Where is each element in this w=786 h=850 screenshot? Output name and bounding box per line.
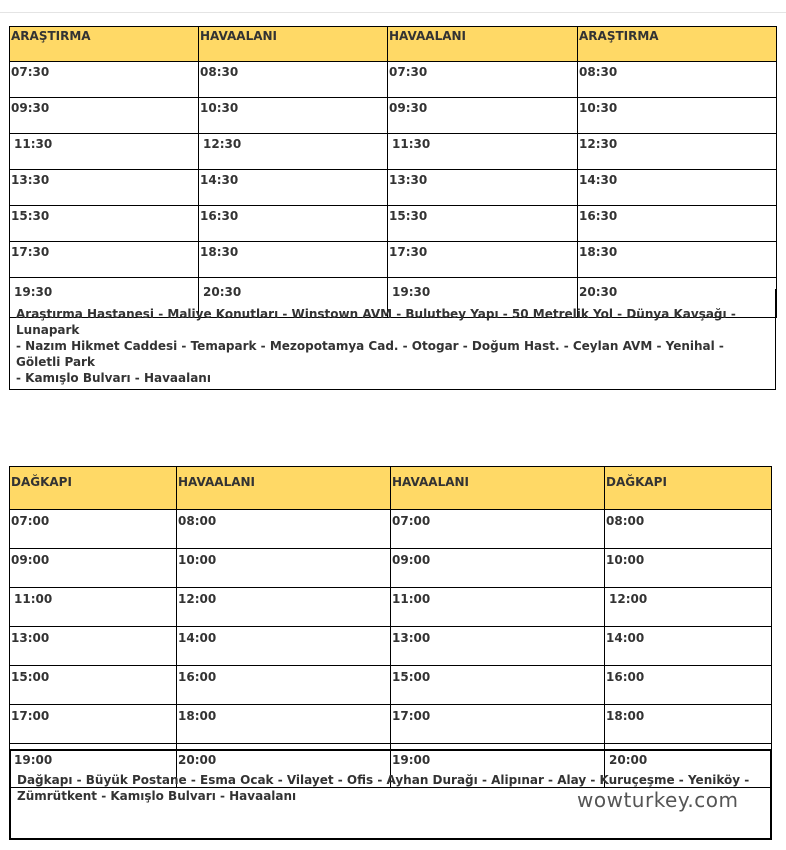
table-row: [10, 206, 777, 242]
time-cell: 17:00: [10, 705, 177, 744]
time-cell: 15:00: [391, 666, 605, 705]
time-cell: 10:00: [605, 549, 772, 588]
table-row: [10, 242, 777, 278]
table-row: [10, 588, 772, 627]
table-row: [10, 627, 772, 666]
time-cell: 17:30: [388, 242, 578, 278]
time-cell: 15:00: [10, 666, 177, 705]
time-cell: 08:30: [199, 62, 388, 98]
time-cell: 11:00: [391, 588, 605, 627]
table-row: [10, 134, 777, 170]
table-row: [10, 666, 772, 705]
time-cell: 11:00: [10, 588, 177, 627]
time-cell: 18:30: [199, 242, 388, 278]
time-cell: 17:30: [10, 242, 199, 278]
time-cell: 18:00: [605, 705, 772, 744]
time-cell: 08:30: [578, 62, 777, 98]
time-cell: 17:00: [391, 705, 605, 744]
time-cell: 14:00: [177, 627, 391, 666]
time-cell: 16:30: [578, 206, 777, 242]
table-row: [10, 705, 772, 744]
time-cell: 14:00: [605, 627, 772, 666]
time-cell: 13:00: [10, 627, 177, 666]
time-cell: 12:00: [605, 588, 772, 627]
header-cell: DAĞKAPI: [605, 467, 772, 510]
time-cell: 09:00: [391, 549, 605, 588]
time-cell: 14:30: [578, 170, 777, 206]
time-cell: 18:00: [177, 705, 391, 744]
table-row: [10, 510, 772, 549]
time-cell: 12:30: [199, 134, 388, 170]
table-header-row: [10, 467, 772, 510]
time-cell: 20:00: [605, 744, 772, 788]
route-stops-arastirma: [9, 289, 776, 390]
top-border: [0, 0, 786, 13]
time-cell: 15:30: [388, 206, 578, 242]
time-cell: 19:30: [10, 278, 199, 318]
time-cell: 09:30: [388, 98, 578, 134]
route-line: Zümrütkent - Kamışlo Bulvarı - Havaalanı: [17, 789, 297, 803]
time-cell: 18:30: [578, 242, 777, 278]
time-cell: 07:00: [391, 510, 605, 549]
time-cell: 12:30: [578, 134, 777, 170]
time-cell: 09:30: [10, 98, 199, 134]
table-row: [10, 62, 777, 98]
time-cell: 10:30: [199, 98, 388, 134]
time-cell: 20:30: [199, 278, 388, 318]
table-row: [10, 170, 777, 206]
time-cell: 07:30: [388, 62, 578, 98]
schedule-table-arastirma: [9, 26, 777, 318]
time-cell: 16:30: [199, 206, 388, 242]
time-cell: 13:30: [10, 170, 199, 206]
time-cell: 16:00: [177, 666, 391, 705]
header-cell: DAĞKAPI: [10, 467, 177, 510]
time-cell: 10:30: [578, 98, 777, 134]
time-cell: 12:00: [177, 588, 391, 627]
time-cell: 07:00: [10, 510, 177, 549]
time-cell: 16:00: [605, 666, 772, 705]
time-cell: 19:00: [10, 744, 177, 788]
header-cell: HAVAALANI: [388, 27, 578, 62]
route-line: - Nazım Hikmet Caddesi - Temapark - Mezopotamya Cad. - Otogar - Doğum Hast. - Ceylan AVM - Yenihal - Göletli Park: [16, 339, 724, 369]
time-cell: 11:30: [388, 134, 578, 170]
time-cell: 08:00: [605, 510, 772, 549]
time-cell: 13:30: [388, 170, 578, 206]
time-cell: 11:30: [10, 134, 199, 170]
time-cell: 08:00: [177, 510, 391, 549]
watermark: wowturkey.com: [577, 788, 739, 812]
time-cell: 15:30: [10, 206, 199, 242]
time-cell: 10:00: [177, 549, 391, 588]
header-cell: HAVAALANI: [177, 467, 391, 510]
time-cell: 07:30: [10, 62, 199, 98]
table-row: [10, 549, 772, 588]
time-cell: 19:00: [391, 744, 605, 788]
schedule-table-dagkapi: [9, 466, 772, 788]
time-cell: 20:00: [177, 744, 391, 788]
time-cell: 09:00: [10, 549, 177, 588]
table-row: [10, 98, 777, 134]
route-line: Dağkapı - Büyük Postane - Esma Ocak - Vilayet - Ofis - Ayhan Durağı - Alipınar - Alay - Kuruçeşme - Yeniköy -: [17, 773, 750, 787]
time-cell: 13:00: [391, 627, 605, 666]
time-cell: 14:30: [199, 170, 388, 206]
header-cell: ARAŞTIRMA: [10, 27, 199, 62]
route-line: Araştırma Hastanesi - Maliye Konutları - Winstown AVM - Bulutbey Yapı - 50 Metrelik Yol - Dünya Kavşağı - Lunapark: [16, 307, 736, 337]
header-cell: HAVAALANI: [391, 467, 605, 510]
route-line: - Kamışlo Bulvarı - Havaalanı: [16, 371, 211, 385]
time-cell: 19:30: [388, 278, 578, 318]
header-cell: ARAŞTIRMA: [578, 27, 777, 62]
table-header-row: [10, 27, 777, 62]
header-cell: HAVAALANI: [199, 27, 388, 62]
time-cell: 20:30: [578, 278, 777, 318]
